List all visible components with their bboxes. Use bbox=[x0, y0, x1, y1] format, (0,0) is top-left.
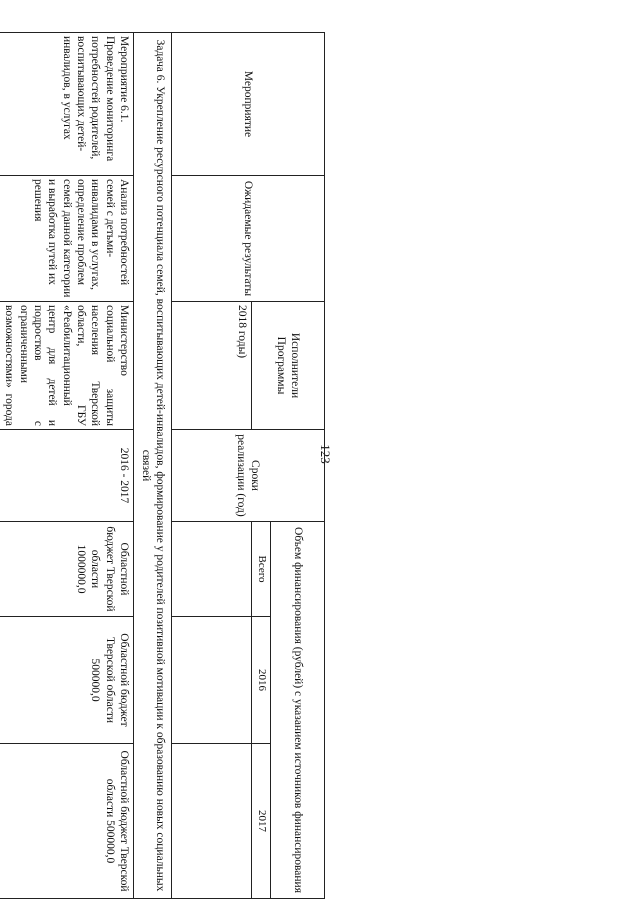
row-total: Областной бюджет Тверской области 1000000,0 bbox=[0, 522, 134, 617]
header-funding: Объем финансирования (рублей) с указанием источников финансирования bbox=[271, 522, 325, 899]
header-2016: 2016 bbox=[252, 617, 271, 744]
carry-over-2017 bbox=[172, 744, 252, 899]
row-event: Мероприятие 6.1. Проведение мониторинга потребностей родителей, воспитывающих детей-инвалидов, в услугах bbox=[0, 33, 134, 176]
table-row bbox=[0, 33, 134, 899]
row-2016: Областной бюджет Тверской области 500000,0 bbox=[0, 617, 134, 744]
row-executors: Министерство социальной защиты населения Тверской области, ГБУ «Реабилитационный центр для детей и подростков с ограниченными возможностями» города bbox=[0, 302, 134, 430]
header-executors: Исполнители Программы bbox=[252, 302, 325, 430]
row-2017: Областной бюджет Тверской области 500000,0 bbox=[0, 744, 134, 899]
carry-over-total bbox=[172, 522, 252, 617]
row-result: Анализ потребностей семей с детьми-инвалидами в услугах, определение проблем семей данной категории и выработка путей их решения bbox=[0, 176, 134, 302]
program-table bbox=[0, 32, 325, 899]
header-2017: 2017 bbox=[252, 744, 271, 899]
header-event: Мероприятие bbox=[172, 33, 325, 176]
task-title: Задача 6. Укрепление ресурсного потенциала семей, воспитывающих детей-инвалидов, формирование у родителей позитивной мотивации к образованию новых социальных связей bbox=[134, 33, 172, 899]
header-total: Всего bbox=[252, 522, 271, 617]
row-terms: 2016 - 2017 bbox=[0, 430, 134, 522]
header-terms: Сроки реализации (год) bbox=[172, 430, 325, 522]
carry-over-2016 bbox=[172, 617, 252, 744]
carry-over-executors: 2018 годы) bbox=[172, 302, 252, 430]
rotated-table-container bbox=[3, 32, 325, 898]
header-result: Ожидаемые результаты bbox=[172, 176, 325, 302]
page-number: 123 bbox=[318, 444, 333, 464]
